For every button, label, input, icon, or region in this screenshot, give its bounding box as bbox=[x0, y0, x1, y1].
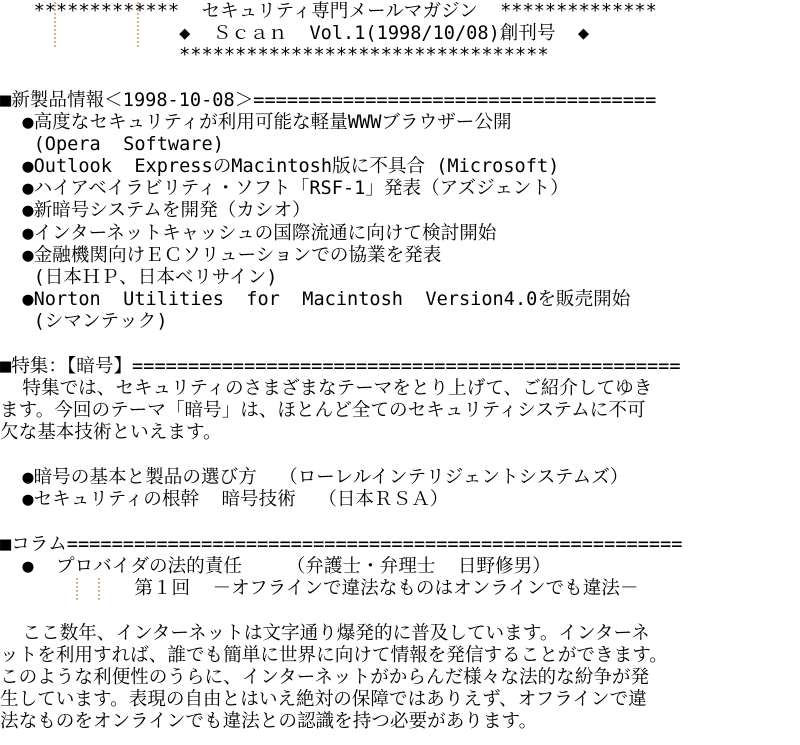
section-heading-new-products: ■新製品情報＜1998-10-08＞==================================== bbox=[0, 90, 657, 111]
header-line-1: ************* セキュリティ専門メールマガジン ************** bbox=[0, 1, 657, 22]
header-title-line: ◆ Ｓｃａｎ Vol.1(1998/10/08)創刊号 ◆ bbox=[0, 23, 590, 44]
column-body-line: 生しています。表現の自由とはいえ絶対の保障ではありえず、オフラインで違 bbox=[0, 689, 647, 710]
list-item[interactable]: ●インターネットキャッシュの国際流通に向けて検討開始 bbox=[0, 223, 497, 244]
feature-body-line: 特集では、セキュリティのさまざまなテーマをとり上げて、ご紹介してゆき bbox=[0, 378, 653, 399]
feature-body-line: ます。今回のテーマ「暗号」は、ほとんど全てのセキュリティシステムに不可 bbox=[0, 400, 646, 421]
section-heading-feature: ■特集：【暗号】================================================= bbox=[0, 356, 681, 377]
column-body-line: ここ数年、インターネットは文字通り爆発的に普及しています。インターネ bbox=[0, 623, 650, 644]
section-heading-column: ■コラム======================================================= bbox=[0, 534, 683, 555]
list-item[interactable]: ●高度なセキュリティが利用可能な軽量WWWブラウザー公開 bbox=[0, 112, 512, 133]
list-item[interactable]: ●ハイアベイラビリティ・ソフト「RSF-1」発表（アズジェント） bbox=[0, 178, 569, 199]
header-line-3: ********************************* bbox=[0, 45, 549, 66]
list-item[interactable]: ●セキュリティの根幹 暗号技術 （日本ＲＳＡ） bbox=[0, 489, 449, 510]
list-item[interactable]: ●Norton Utilities for Macintosh Version4.0を販売開始 bbox=[0, 289, 631, 310]
list-item[interactable]: ●Outlook ExpressのMacintosh版に不具合 (Microsoft) bbox=[0, 156, 560, 177]
list-item-source: (シマンテック) bbox=[0, 311, 168, 332]
list-item[interactable]: ●新暗号システムを開発（カシオ） bbox=[0, 200, 311, 221]
column-subtitle: 第１回 －オフラインで違法なものはオンラインでも違法－ bbox=[0, 578, 639, 599]
list-item-source: (Opera Software) bbox=[0, 134, 224, 155]
list-item[interactable]: ●暗号の基本と製品の選び方 （ローレルインテリジェントシステムズ） bbox=[0, 467, 629, 488]
column-body-line: 法なものをオンラインでも違法との認識を持つ必要があります。 bbox=[0, 711, 538, 732]
column-body-line: ットを利用すれば、誰でも簡単に世界に向けて情報を発信することができます。 bbox=[0, 645, 668, 666]
list-item[interactable]: ●金融機関向けＥＣソリューションでの協業を発表 bbox=[0, 245, 442, 266]
list-item-source: (日本ＨＰ、日本ベリサイン) bbox=[0, 267, 278, 288]
feature-body-line: 欠な基本技術といえます。 bbox=[0, 422, 222, 443]
column-body-line: このような利便性のうらに、インターネットがからんだ様々な法的な紛争が発 bbox=[0, 667, 650, 688]
column-title[interactable]: ● プロバイダの法的責任 （弁護士・弁理士 日野修男） bbox=[0, 556, 551, 577]
